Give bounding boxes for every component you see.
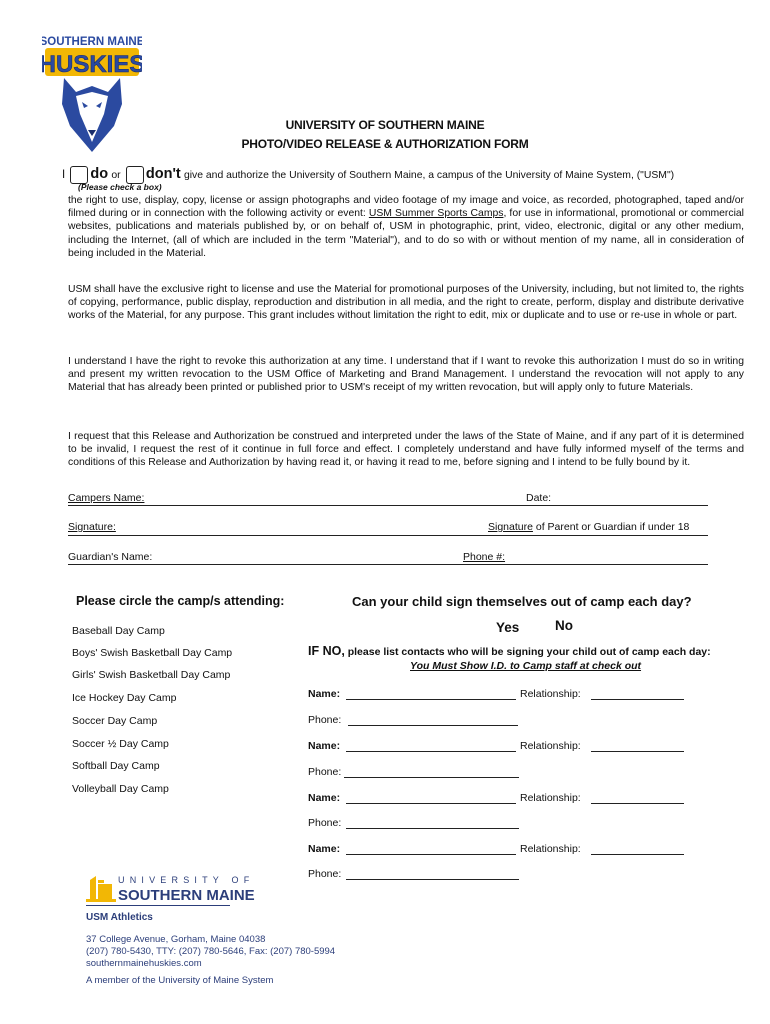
signature-line[interactable] — [68, 535, 708, 536]
paragraph-rights-a: the right to use, display, copy, license or assign photographs and video footage of my image and voice, as recorded, photographed, taped and/or filmed during or in connection with the following activity or event: — [68, 195, 744, 220]
footer-member: A member of the University of Maine System — [86, 975, 274, 986]
contact-2-phone-label: Phone: — [308, 766, 342, 778]
parent-signature-a: Signature — [488, 521, 533, 533]
footer-phones: (207) 780-5430, TTY: (207) 780-5646, Fax: (207) 780-5994 — [86, 946, 336, 957]
logo-top-text: SOUTHERN MAINE — [42, 36, 142, 48]
camp-baseball[interactable]: Baseball Day Camp — [72, 625, 165, 637]
id-note: You Must Show I.D. to Camp staff at check out — [410, 660, 642, 672]
contact-3-phone-line[interactable] — [346, 828, 519, 829]
signature-label: Signature: — [68, 521, 116, 533]
contact-1-relationship-line[interactable] — [591, 699, 684, 700]
paragraph-rights — [68, 194, 744, 260]
contact-1-name-label: Name: — [308, 688, 341, 700]
contact-4-phone-line[interactable] — [346, 879, 519, 880]
campers-name-line[interactable] — [68, 505, 708, 506]
paragraph-rights-b: , for use in informational, promotional or commercial websites, publications and materials published by, or on behalf of, USM in photographic, print, video, electronic, digital or any other medium, including the Internet, (all of which are included in the term "Material"), and to do so with or without mention of my name, all in consideration of being included in the Material. — [68, 208, 744, 259]
contact-3-name-line[interactable] — [346, 803, 516, 804]
camp-softball[interactable]: Softball Day Camp — [72, 760, 160, 772]
phone-label: Phone #: — [463, 551, 506, 563]
camp-boys-basketball[interactable]: Boys' Swish Basketball Day Camp — [72, 647, 233, 659]
contact-4-name-label: Name: — [308, 843, 341, 855]
contact-2-name-label: Name: — [308, 740, 341, 752]
yes-option[interactable]: Yes — [496, 620, 520, 635]
consent-suffix: give and authorize the University of Southern Maine, a campus of the University of Maine System, ("USM") — [183, 170, 675, 182]
camps-heading: Please circle the camp/s attending: — [76, 594, 285, 608]
footer-southern-maine: SOUTHERN MAINE — [118, 887, 255, 904]
camp-soccer[interactable]: Soccer Day Camp — [72, 715, 158, 727]
consent-prefix: I — [62, 169, 66, 182]
parent-signature-label — [488, 521, 689, 533]
contact-3-name-label: Name: — [308, 792, 341, 804]
footer-university-of: UNIVERSITY OF — [118, 875, 255, 885]
paragraph-license: USM shall have the exclusive right to license and use the Material for promotional purposes of the University, including, but not limited to, the rights of copying, performance, public display, reproduction and distribution in all media, and the right to create, perform, display and distribute derivative works of the Material, for any purpose. This grant includes without limitation the right to edit, mix or duplicate and to use or re-use in whole or part. — [68, 284, 744, 322]
contact-2-phone-line[interactable] — [344, 777, 519, 778]
or-label: or — [111, 169, 121, 182]
camp-soccer-half[interactable]: Soccer ½ Day Camp — [72, 738, 169, 750]
contact-1-name-line[interactable] — [346, 699, 516, 700]
guardian-name-line[interactable] — [68, 564, 708, 565]
contact-4-relationship-label: Relationship: — [520, 843, 581, 855]
camp-girls-basketball[interactable]: Girls' Swish Basketball Day Camp — [72, 669, 231, 681]
contact-4-phone-label: Phone: — [308, 868, 342, 880]
paragraph-law: I request that this Release and Authorization be construed and interpreted under the laws of the State of Maine, and if any part of it is determined to be invalid, I request the rest of it continue in full force and effect. I completely understand and have fully informed myself of the terms and conditions of this Release and Authorization by having read it, or having it read to me, before signing and I intend to be fully bound by it. — [68, 431, 744, 469]
usm-lighthouse-icon — [86, 872, 116, 902]
contact-2-relationship-label: Relationship: — [520, 740, 581, 752]
footer-divider — [86, 905, 230, 906]
camp-ice-hockey[interactable]: Ice Hockey Day Camp — [72, 692, 177, 704]
logo-main-text: HUSKIES — [42, 51, 142, 78]
parent-signature-b: of Parent or Guardian if under 18 — [532, 521, 690, 533]
huskies-logo — [42, 34, 142, 154]
contact-4-name-line[interactable] — [346, 854, 516, 855]
form-title: PHOTO/VIDEO RELEASE & AUTHORIZATION FORM — [241, 137, 529, 151]
no-option[interactable]: No — [555, 618, 573, 633]
contact-1-phone-line[interactable] — [348, 725, 518, 726]
if-no-rest: please list contacts who will be signing your child out of camp each day: — [344, 646, 711, 658]
if-no-bold: IF NO, — [308, 644, 345, 658]
signout-question: Can your child sign themselves out of camp each day? — [352, 594, 692, 609]
contact-1-phone-label: Phone: — [308, 714, 342, 726]
checkbox-hint: (Please check a box) — [78, 182, 162, 192]
campers-name-label: Campers Name: — [68, 492, 145, 504]
do-label: do — [90, 166, 109, 183]
contact-3-phone-label: Phone: — [308, 817, 342, 829]
contact-1-relationship-label: Relationship: — [520, 688, 581, 700]
contact-2-relationship-line[interactable] — [591, 751, 684, 752]
date-label: Date: — [526, 492, 552, 504]
contact-3-relationship-label: Relationship: — [520, 792, 581, 804]
guardian-name-label: Guardian's Name: — [68, 551, 153, 563]
camp-volleyball[interactable]: Volleyball Day Camp — [72, 783, 169, 795]
paragraph-revoke: I understand I have the right to revoke this authorization at any time. I understand that if I want to revoke this authorization I must do so in writing and present my written revocation to the USM Office of Marketing and Brand Management. I understand the revocation will not apply to any Material that has already been printed or published prior to USM's receipt of my written revocation, but will apply only to future Materials. — [68, 356, 744, 394]
if-no-instruction — [308, 644, 711, 658]
event-name: USM Summer Sports Camps — [368, 208, 504, 220]
footer-web[interactable]: southernmainehuskies.com — [86, 958, 202, 969]
footer-dept: USM Athletics — [86, 912, 153, 923]
contact-2-name-line[interactable] — [346, 751, 516, 752]
dont-label: don't — [145, 166, 181, 183]
contact-3-relationship-line[interactable] — [591, 803, 684, 804]
footer-address: 37 College Avenue, Gorham, Maine 04038 — [86, 934, 266, 945]
form-title-university: UNIVERSITY OF SOUTHERN MAINE — [285, 118, 485, 132]
contact-4-relationship-line[interactable] — [591, 854, 684, 855]
